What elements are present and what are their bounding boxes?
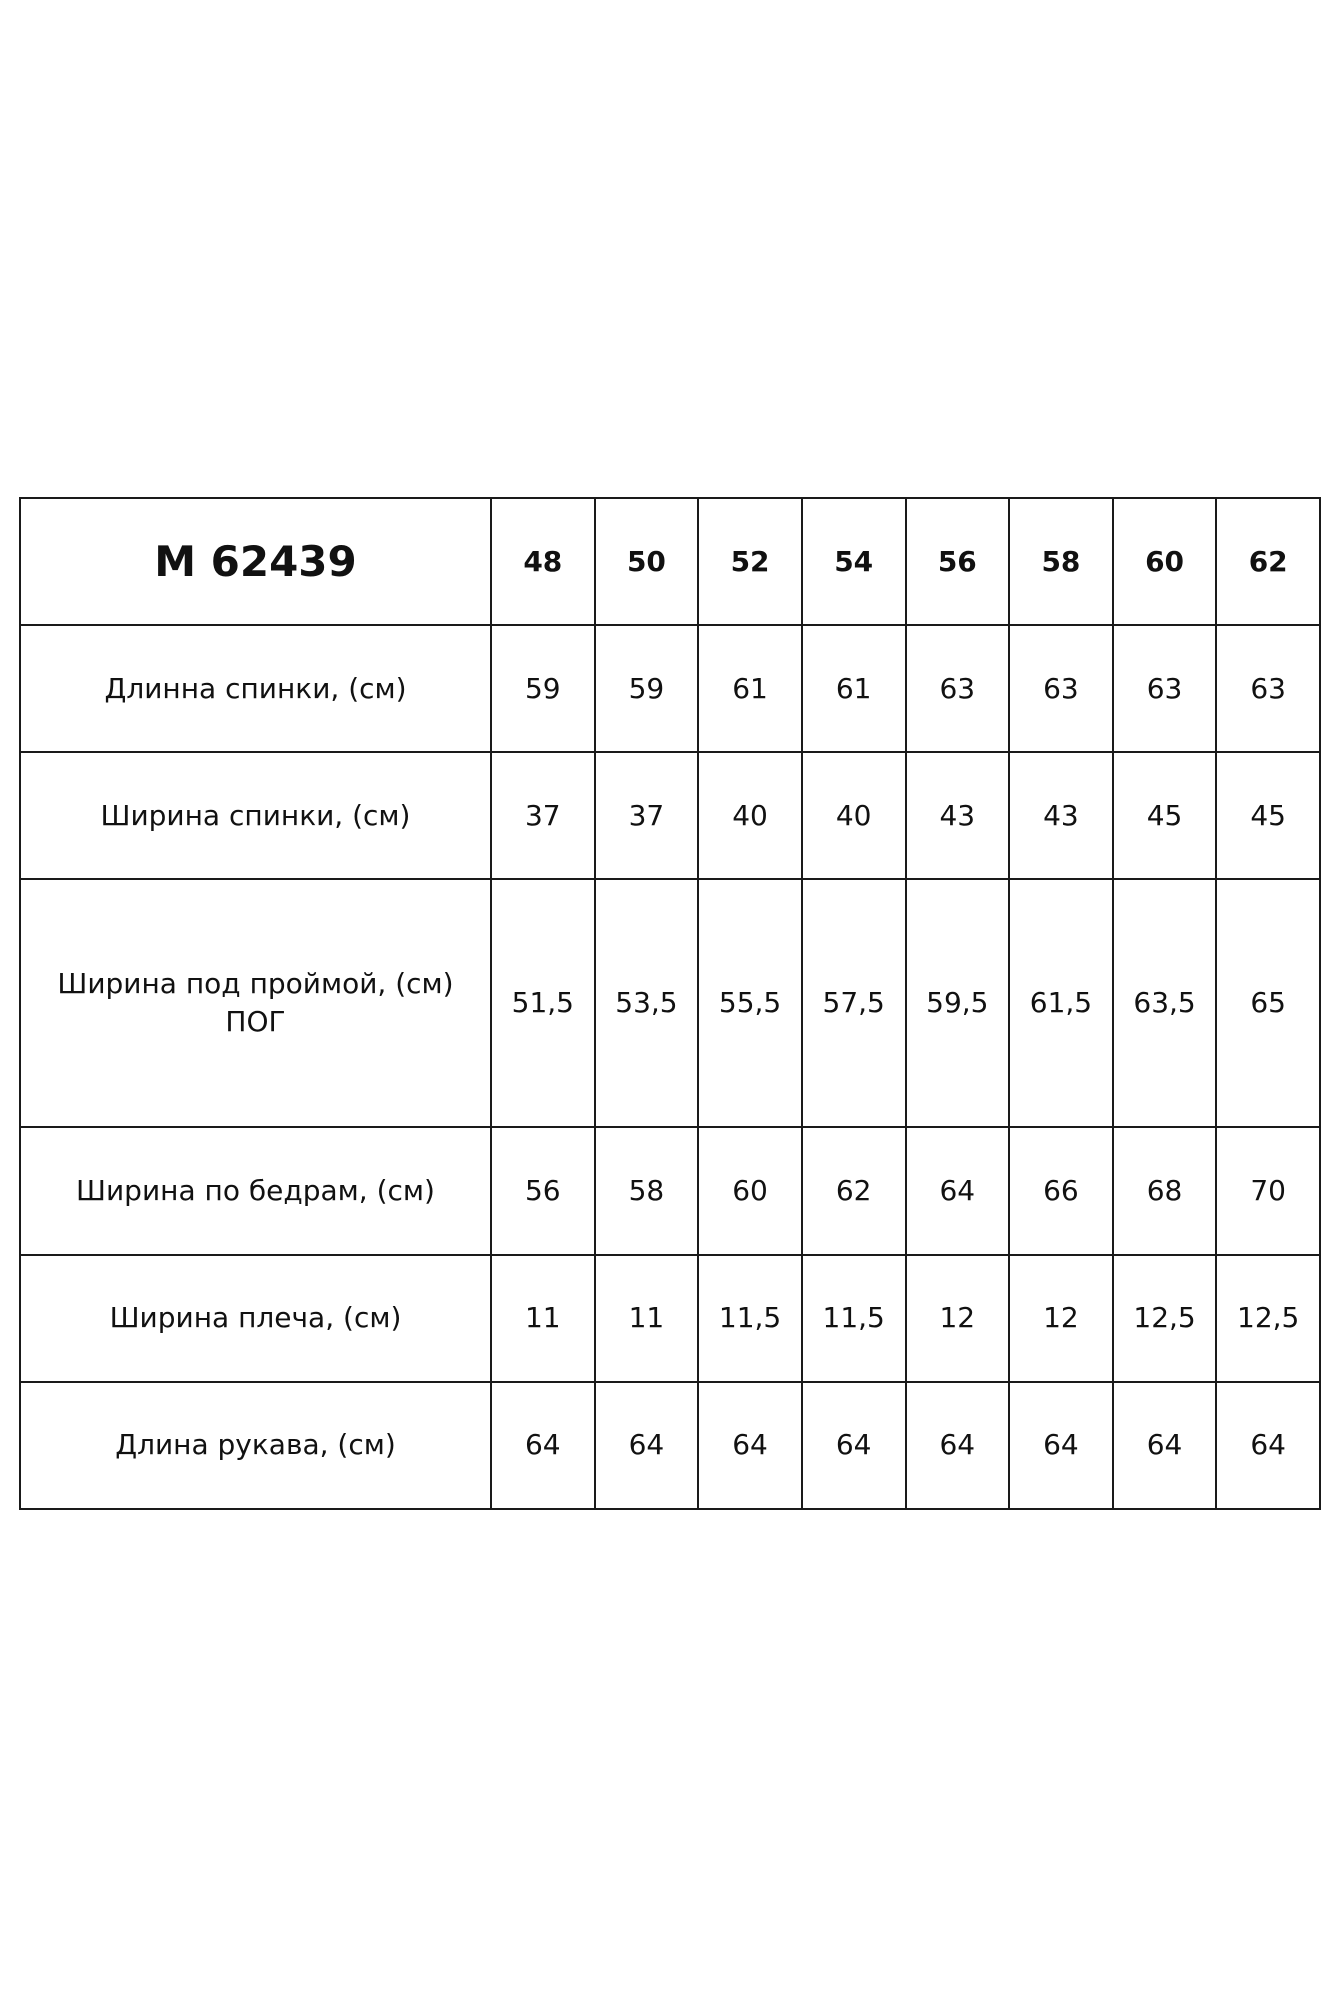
measurement-value: 43: [1009, 752, 1113, 879]
measurement-value: 68: [1113, 1127, 1217, 1254]
measurement-value: 43: [906, 752, 1010, 879]
measurement-value: 63,5: [1113, 879, 1217, 1127]
measurement-value: 64: [1216, 1382, 1320, 1509]
measurement-value: 59,5: [906, 879, 1010, 1127]
measurement-value: 63: [1009, 625, 1113, 752]
measurement-value: 64: [1009, 1382, 1113, 1509]
measurement-value: 56: [491, 1127, 595, 1254]
size-header-cell: 48: [491, 498, 595, 625]
size-header-cell: 52: [698, 498, 802, 625]
measurement-value: 59: [491, 625, 595, 752]
measurement-value: 63: [906, 625, 1010, 752]
measurement-value: 45: [1113, 752, 1217, 879]
measurement-row: [20, 625, 1320, 752]
measurement-row: [20, 1382, 1320, 1509]
measurement-label-cell: [20, 1127, 491, 1254]
measurement-value: 63: [1113, 625, 1217, 752]
measurement-label: Ширина спинки, (см): [100, 798, 411, 832]
measurement-value: 40: [698, 752, 802, 879]
measurement-value: 57,5: [802, 879, 906, 1127]
measurement-value: 63: [1216, 625, 1320, 752]
measurement-value: 64: [698, 1382, 802, 1509]
measurement-value: 61: [698, 625, 802, 752]
size-header-cell: 62: [1216, 498, 1320, 625]
measurement-value: 45: [1216, 752, 1320, 879]
measurement-value: 11,5: [802, 1255, 906, 1382]
measurement-label: Ширина плеча, (см): [109, 1301, 402, 1335]
measurement-value: 12,5: [1216, 1255, 1320, 1382]
measurement-value: 58: [595, 1127, 699, 1254]
measurement-value: 12: [1009, 1255, 1113, 1382]
measurement-value: 37: [491, 752, 595, 879]
measurement-row: [20, 879, 1320, 1127]
measurement-label-cell: [20, 1382, 491, 1509]
measurement-value: 55,5: [698, 879, 802, 1127]
measurement-value: 64: [802, 1382, 906, 1509]
size-header-cell: 58: [1009, 498, 1113, 625]
measurement-label-cell: [20, 879, 491, 1127]
measurement-value: 53,5: [595, 879, 699, 1127]
model-number: М 62439: [20, 498, 491, 625]
measurement-row: [20, 1255, 1320, 1382]
measurement-value: 61: [802, 625, 906, 752]
measurement-value: 59: [595, 625, 699, 752]
size-header-cell: 56: [906, 498, 1010, 625]
measurement-label: Длинна спинки, (см): [104, 671, 407, 705]
measurement-label: Ширина под проймой, (см): [57, 967, 454, 1001]
measurement-value: 64: [1113, 1382, 1217, 1509]
size-header-cell: 54: [802, 498, 906, 625]
measurement-value: 60: [698, 1127, 802, 1254]
measurement-value: 12: [906, 1255, 1010, 1382]
measurement-value: 11: [595, 1255, 699, 1382]
measurement-value: 64: [491, 1382, 595, 1509]
measurement-label-cell: [20, 752, 491, 879]
measurement-value: 61,5: [1009, 879, 1113, 1127]
measurement-value: 62: [802, 1127, 906, 1254]
measurement-value: 64: [595, 1382, 699, 1509]
measurement-label-cell: [20, 1255, 491, 1382]
measurement-value: 65: [1216, 879, 1320, 1127]
measurement-value: 51,5: [491, 879, 595, 1127]
measurement-row: [20, 1127, 1320, 1254]
measurement-sublabel: ПОГ: [225, 1005, 286, 1039]
size-header-row: [20, 498, 1320, 625]
measurement-value: 11,5: [698, 1255, 802, 1382]
size-header-cell: 60: [1113, 498, 1217, 625]
measurement-value: 66: [1009, 1127, 1113, 1254]
size-header-cell: 50: [595, 498, 699, 625]
measurement-label-cell: [20, 625, 491, 752]
size-chart-table: [19, 497, 1321, 1510]
measurement-label: Длина рукава, (см): [115, 1428, 396, 1462]
measurement-row: [20, 752, 1320, 879]
measurement-value: 12,5: [1113, 1255, 1217, 1382]
measurement-label: Ширина по бедрам, (см): [76, 1174, 435, 1208]
measurement-value: 37: [595, 752, 699, 879]
measurement-value: 40: [802, 752, 906, 879]
measurement-value: 64: [906, 1127, 1010, 1254]
measurement-value: 11: [491, 1255, 595, 1382]
measurement-value: 64: [906, 1382, 1010, 1509]
measurement-value: 70: [1216, 1127, 1320, 1254]
